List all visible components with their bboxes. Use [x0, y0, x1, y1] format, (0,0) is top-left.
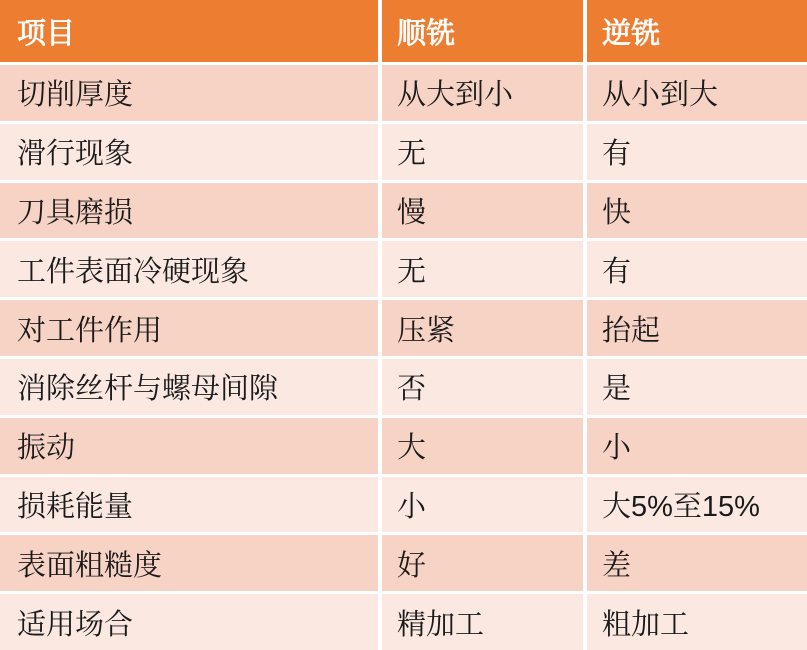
row-conventional-cell: 大5%至15%	[587, 477, 807, 533]
row-item-cell: 消除丝杆与螺母间隙	[0, 359, 378, 415]
row-item-cell: 适用场合	[0, 594, 378, 650]
row-climb-cell: 压紧	[382, 300, 583, 356]
row-conventional-cell: 有	[587, 241, 807, 297]
row-climb-cell: 否	[382, 359, 583, 415]
row-item-cell: 工件表面冷硬现象	[0, 241, 378, 297]
table-header-row	[0, 0, 807, 62]
table-row	[0, 183, 807, 239]
row-climb-cell: 小	[382, 477, 583, 533]
table-row	[0, 124, 807, 180]
row-climb-cell: 大	[382, 418, 583, 474]
row-conventional-cell: 抬起	[587, 300, 807, 356]
table-row	[0, 418, 807, 474]
row-climb-cell: 无	[382, 241, 583, 297]
row-conventional-cell: 粗加工	[587, 594, 807, 650]
row-conventional-cell: 小	[587, 418, 807, 474]
row-conventional-cell: 差	[587, 535, 807, 591]
table-row	[0, 65, 807, 121]
row-conventional-cell: 从小到大	[587, 65, 807, 121]
header-cell-conventional-milling: 逆铣	[587, 0, 807, 62]
table-row	[0, 535, 807, 591]
table-row	[0, 477, 807, 533]
row-item-cell: 振动	[0, 418, 378, 474]
row-conventional-cell: 快	[587, 183, 807, 239]
table-row	[0, 594, 807, 650]
header-cell-climb-milling: 顺铣	[382, 0, 583, 62]
row-item-cell: 滑行现象	[0, 124, 378, 180]
row-climb-cell: 无	[382, 124, 583, 180]
row-item-cell: 切削厚度	[0, 65, 378, 121]
row-item-cell: 表面粗糙度	[0, 535, 378, 591]
row-climb-cell: 慢	[382, 183, 583, 239]
header-cell-item: 项目	[0, 0, 378, 62]
row-item-cell: 对工件作用	[0, 300, 378, 356]
row-item-cell: 损耗能量	[0, 477, 378, 533]
table-row	[0, 241, 807, 297]
table-row	[0, 359, 807, 415]
row-conventional-cell: 有	[587, 124, 807, 180]
row-climb-cell: 好	[382, 535, 583, 591]
row-conventional-cell: 是	[587, 359, 807, 415]
table-row	[0, 300, 807, 356]
row-climb-cell: 从大到小	[382, 65, 583, 121]
row-item-cell: 刀具磨损	[0, 183, 378, 239]
row-climb-cell: 精加工	[382, 594, 583, 650]
